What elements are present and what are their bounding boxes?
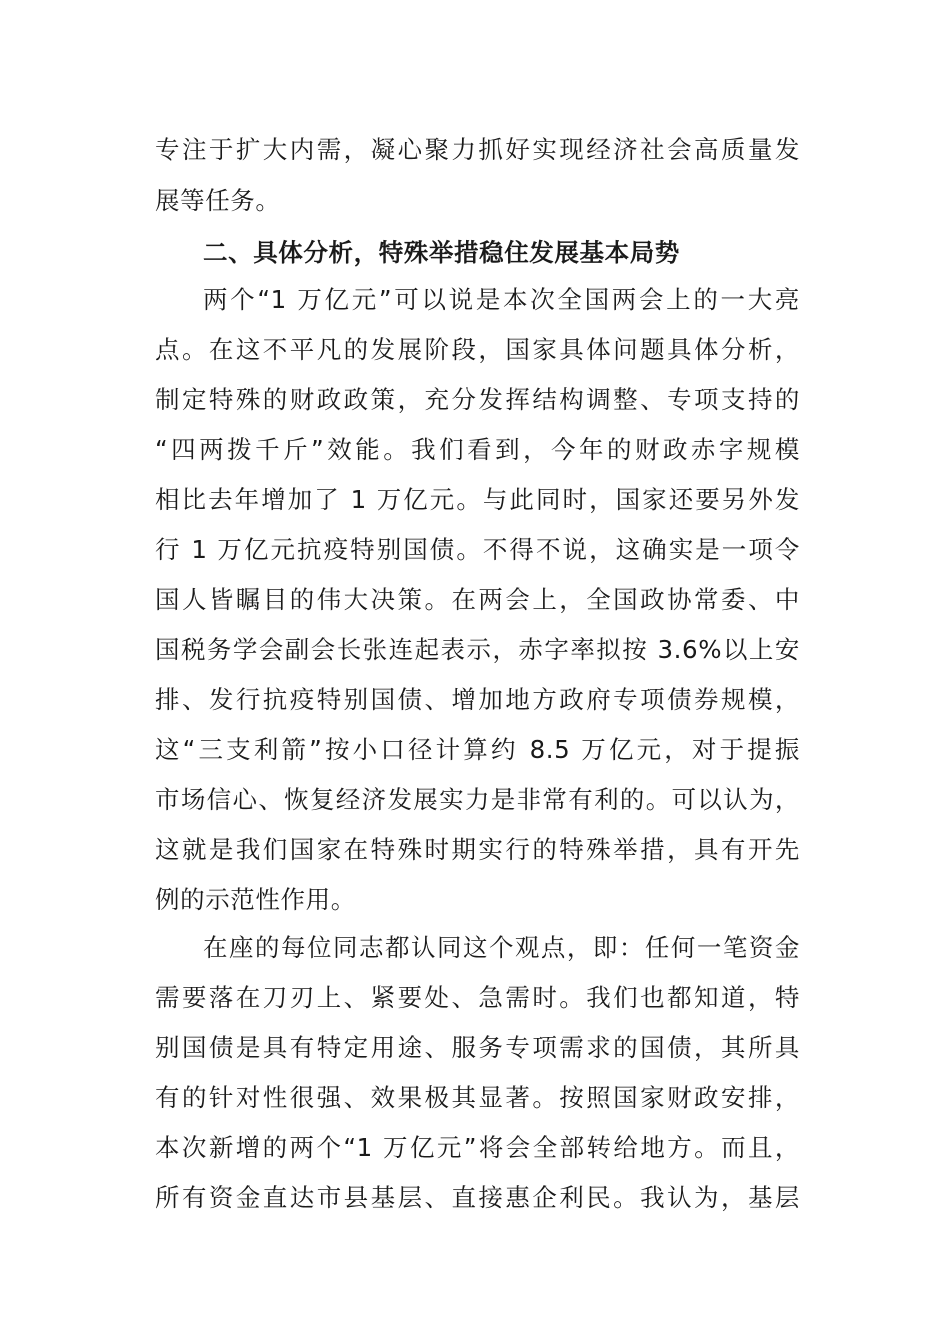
paragraph-2-line-8: 国税务学会副会长张连起表示，赤字率拟按 3.6%以上安 bbox=[155, 635, 800, 664]
paragraph-2-line-12: 这就是我们国家在特殊时期实行的特殊举措，具有开先 bbox=[155, 835, 800, 864]
paragraph-1-line-2: 展等任务。 bbox=[155, 186, 281, 215]
paragraph-3-line-4: 有的针对性很强、效果极其显著。按照国家财政安排， bbox=[155, 1083, 800, 1112]
paragraph-3-line-2: 需要落在刀刃上、紧要处、急需时。我们也都知道，特 bbox=[155, 983, 800, 1012]
paragraph-2-line-1: 两个“1 万亿元”可以说是本次全国两会上的一大亮 bbox=[203, 285, 800, 314]
section-heading: 二、具体分析，特殊举措稳住发展基本局势 bbox=[203, 238, 680, 267]
paragraph-3-line-5: 本次新增的两个“1 万亿元”将会全部转给地方。而且， bbox=[155, 1133, 800, 1162]
paragraph-1-line-1: 专注于扩大内需，凝心聚力抓好实现经济社会高质量发 bbox=[155, 135, 800, 164]
paragraph-2-line-9: 排、发行抗疫特别国债、增加地方政府专项债券规模， bbox=[155, 685, 800, 714]
paragraph-3-line-3: 别国债是具有特定用途、服务专项需求的国债，其所具 bbox=[155, 1033, 800, 1062]
paragraph-3-line-6: 所有资金直达市县基层、直接惠企利民。我认为，基层 bbox=[155, 1183, 800, 1212]
paragraph-2-line-4: “四两拨千斤”效能。我们看到，今年的财政赤字规模 bbox=[155, 435, 800, 464]
paragraph-2-line-7: 国人皆瞩目的伟大决策。在两会上，全国政协常委、中 bbox=[155, 585, 800, 614]
paragraph-2-line-3: 制定特殊的财政政策，充分发挥结构调整、专项支持的 bbox=[155, 385, 800, 414]
paragraph-2-line-10: 这“三支利箭”按小口径计算约 8.5 万亿元，对于提振 bbox=[155, 735, 800, 764]
paragraph-2-line-2: 点。在这不平凡的发展阶段，国家具体问题具体分析， bbox=[155, 335, 800, 364]
paragraph-2-line-6: 行 1 万亿元抗疫特别国债。不得不说，这确实是一项令 bbox=[155, 535, 800, 564]
paragraph-2-line-13: 例的示范性作用。 bbox=[155, 885, 356, 914]
paragraph-2-line-5: 相比去年增加了 1 万亿元。与此同时，国家还要另外发 bbox=[155, 485, 800, 514]
paragraph-2-line-11: 市场信心、恢复经济发展实力是非常有利的。可以认为， bbox=[155, 785, 800, 814]
paragraph-3-line-1: 在座的每位同志都认同这个观点，即：任何一笔资金 bbox=[203, 933, 800, 962]
